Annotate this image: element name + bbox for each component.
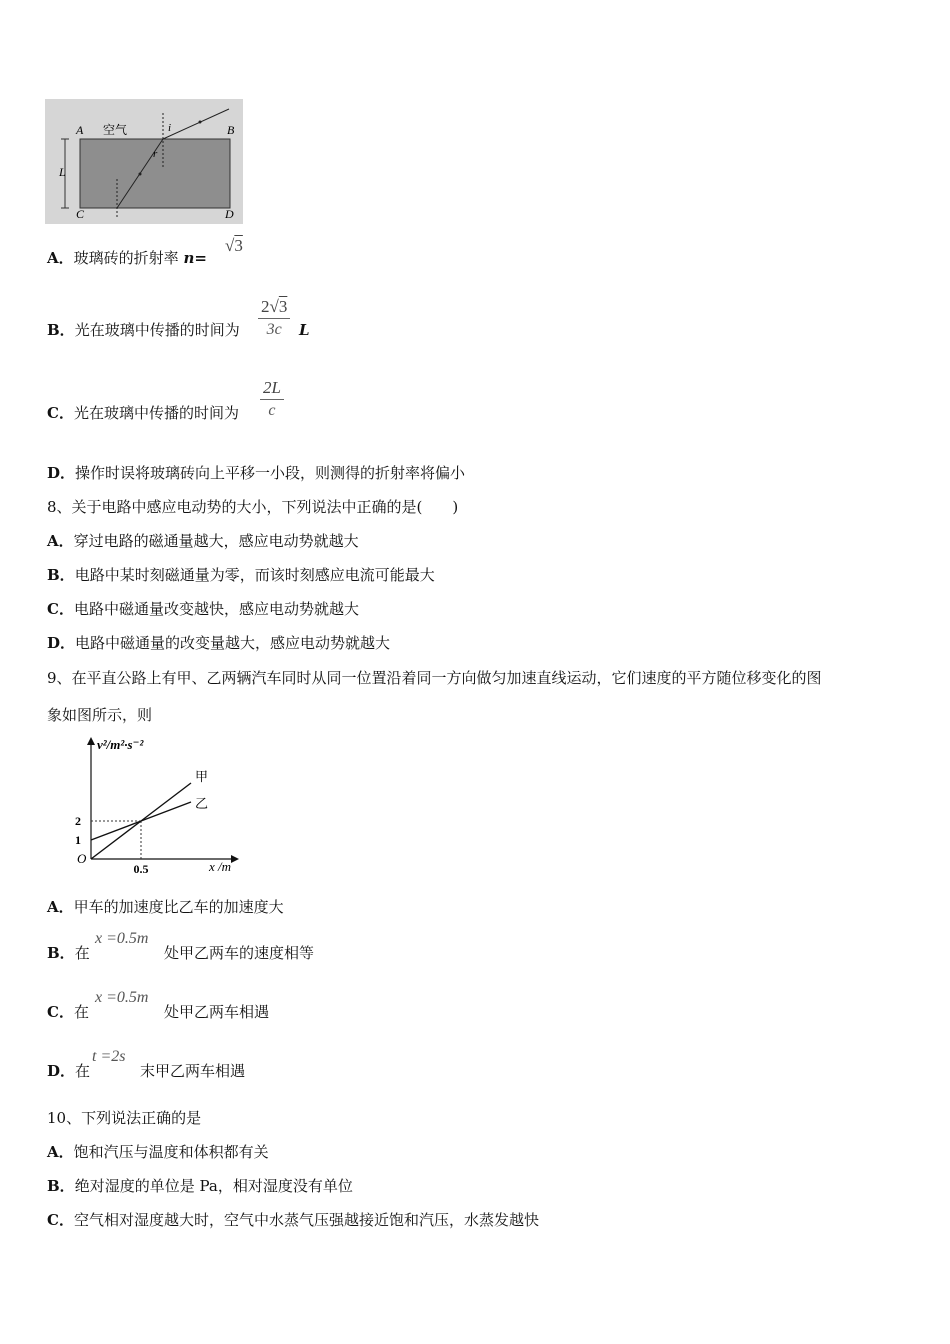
q9-option-a: A．甲车的加速度比乙车的加速度大 [47,898,284,916]
label-B: B [227,123,235,137]
q9-stem-line2: 象如图所示，则 [47,706,153,724]
q9-stem-line1: 9、在平直公路上有甲、乙两辆汽车同时从同一位置沿着同一方向做匀加速直线运动，它们速度的平方随位移变化的图 [47,669,822,687]
q10-stem: 10、下列说法正确的是 [47,1109,202,1127]
label-A: A [76,123,84,137]
q8-option-a: A．穿过电路的磁通量越大，感应电动势就越大 [47,532,359,550]
q9-option-c: C．在 [47,1003,89,1021]
label-L: L [59,165,66,179]
q9-option-d: D．在 [47,1062,91,1080]
series-label-1: 乙 [195,796,209,811]
label-D: D [225,207,234,221]
x-axis-arrow [231,855,239,863]
q7-option-b: B．光在玻璃中传播的时间为 [47,321,240,339]
x-axis-label: x /m [209,859,232,873]
q9-option-b: B．在 [47,944,90,962]
x-tick-0: 0.5 [133,862,149,873]
y-axis-arrow [87,737,95,745]
y-axis-label: v²/m²·s⁻² [97,737,144,752]
q10-option-b: B．绝对湿度的单位是 Pa，相对湿度没有单位 [47,1177,353,1195]
q7-option-d: D．操作时误将玻璃砖向上平移一小段，则测得的折射率将偏小 [47,464,466,482]
q8-option-d: D．电路中磁通量的改变量越大，感应电动势就越大 [47,634,391,652]
q7-option-a: A．玻璃砖的折射率 n= [47,249,207,267]
q7-option-c: C．光在玻璃中传播的时间为 [47,404,239,422]
q9-d-post: 末甲乙两车相遇 [140,1062,246,1080]
q7-b-fraction: $\frac{2√3}{3c}$ [258,296,290,341]
q9-b-post: 处甲乙两车的速度相等 [164,944,315,962]
refraction-figure [45,99,243,224]
q8-option-c: C．电路中磁通量改变越快，感应电动势就越大 [47,600,359,618]
q10-option-a: A．饱和汽压与温度和体积都有关 [47,1143,269,1161]
label-air: 空气 [103,123,128,137]
label-i: i [168,122,172,134]
label-C: C [76,207,85,221]
y-tick-0: 1 [75,833,81,847]
q9-b-math: x =0.5m [95,930,149,947]
label-r: r [153,148,158,160]
origin-label: O [77,851,87,866]
q8-stem: 8、关于电路中感应电动势的大小，下列说法中正确的是( ) [47,498,459,516]
q7-b-tail: L [299,321,310,339]
velocity-squared-chart [45,733,245,873]
q7-a-sqrt: √3 [225,236,243,255]
q9-d-math: t =2s [92,1048,126,1065]
series-label-0: 甲 [195,769,209,784]
q9-c-post: 处甲乙两车相遇 [164,1003,270,1021]
q8-option-b: B．电路中某时刻磁通量为零，而该时刻感应电流可能最大 [47,566,435,584]
y-tick-1: 2 [75,814,81,828]
q9-c-math: x =0.5m [95,989,149,1006]
q7-c-fraction: $\frac{2L}{c}$ [260,377,284,422]
q10-option-c: C．空气相对湿度越大时，空气中水蒸气压强越接近饱和汽压，水蒸发越快 [47,1211,539,1229]
